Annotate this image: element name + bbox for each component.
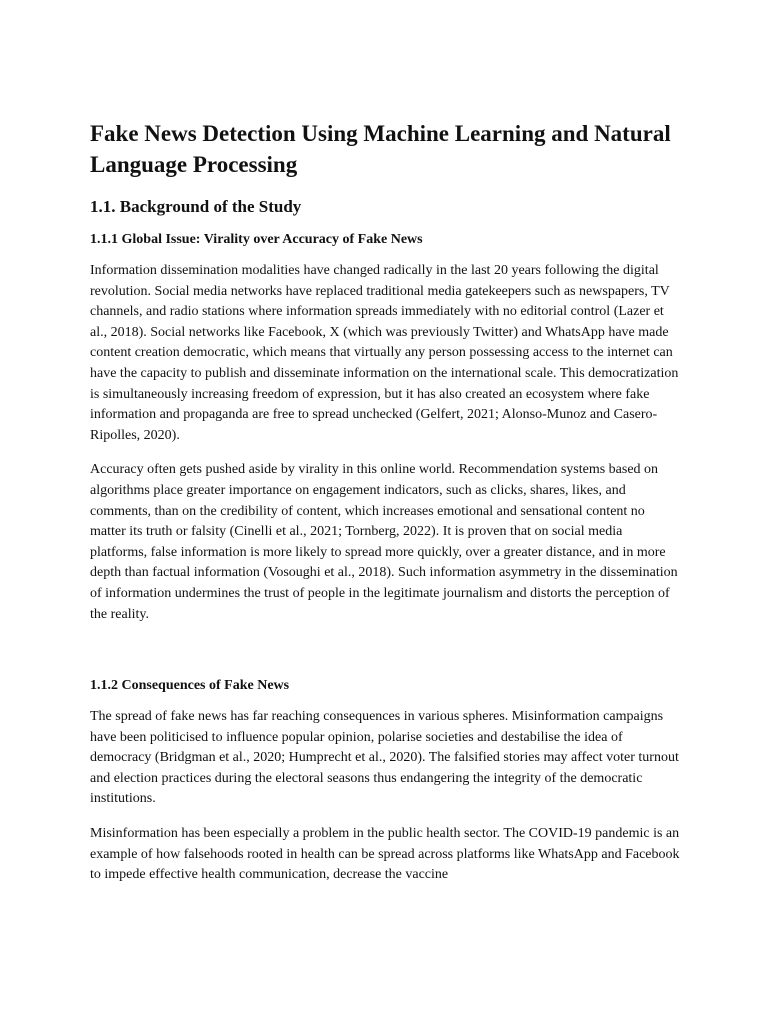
body-paragraph: The spread of fake news has far reaching consequences in various spheres. Misinformation campaigns have been politicised to influence popular opinion, polarise societies and destabilise the idea of democracy (Bridgman et al., 2020; Humprecht et al., 2020). The falsified stories may affect voter turnout and election practices during the electoral seasons thus endangering the integrity of the democratic institutions. [90,709,679,807]
subsection-global-issue [90,231,682,625]
body-paragraph: Accuracy often gets pushed aside by virality in this online world. Recommendation systems based on algorithms place greater importance on engagement indicators, such as clicks, shares, likes, and comments, than on the credibility of content, which increases emotional and sensational content no matter its truth or falsity (Cinelli et al., 2021; Tornberg, 2022). It is proven that on social media platforms, false information is more likely to spread more quickly, over a greater distance, and in more depth than factual information (Vosoughi et al., 2018). Such information asymmetry in the dissemination of information undermines the trust of people in the legitimate journalism and distorts the perception of the reality. [90,462,678,622]
subsection-heading: 1.1.1 Global Issue: Virality over Accuracy of Fake News [90,232,423,247]
document-title: Fake News Detection Using Machine Learning and Natural Language Processing [90,121,671,177]
body-paragraph: Misinformation has been especially a problem in the public health sector. The COVID-19 pandemic is an example of how falsehoods rooted in health can be spread across platforms like WhatsApp and Facebook to impede effective health communication, decrease the vaccine [90,826,680,883]
body-paragraph: Information dissemination modalities have changed radically in the last 20 years following the digital revolution. Social media networks have replaced traditional media gatekeepers such as newspapers, TV channels, and radio stations where information spreads immediately with no editorial control (Lazer et al., 2018). Social networks like Facebook, X (which was previously Twitter) and WhatsApp have made content creation democratic, which means that virtually any person possessing access to the internet can have the capacity to publish and disseminate information on the international scale. This democratization is simultaneously increasing freedom of expression, but it has also created an ecosystem where fake information and propaganda are free to spread unchecked (Gelfert, 2021; Alonso-Munoz and Casero-Ripolles, 2020). [90,263,679,443]
subsection-heading: 1.1.2 Consequences of Fake News [90,678,290,694]
subsection-consequences [90,677,682,886]
section-heading: 1.1. Background of the Study [90,197,302,216]
section-spacer [90,639,682,677]
document-page [90,118,682,900]
